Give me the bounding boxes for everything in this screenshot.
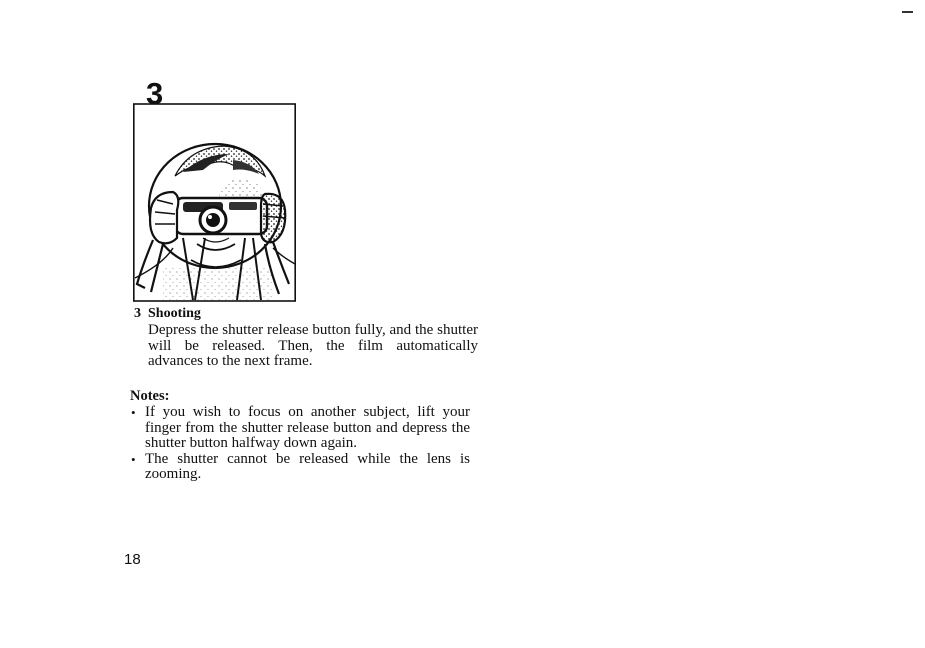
section-title: Shooting [148,306,201,321]
notes-section [130,387,475,483]
section-number: 3 [134,306,141,321]
note-item [130,452,470,483]
notes-title: Notes: [130,388,170,404]
corner-mark [902,11,913,13]
shooting-section [134,305,479,370]
figure-illustration [133,88,296,302]
section-body: Depress the shutter release button fully, and the shutter will be released. Then, the film automatically advances to the next frame. [148,322,478,369]
bullet-icon: • [131,451,136,467]
note-item [130,405,470,452]
bullet-icon: • [131,405,136,420]
person-holding-camera-icon [133,88,296,302]
note-text: The shutter cannot be released while the lens is zooming. [145,450,470,482]
figure-number: 3 [146,76,164,111]
section-heading [134,305,479,323]
page-number: 18 [124,551,141,568]
note-text: If you wish to focus on another subject, lift your finger from the shutter release button and depress the shutter button halfway down again. [145,404,470,451]
